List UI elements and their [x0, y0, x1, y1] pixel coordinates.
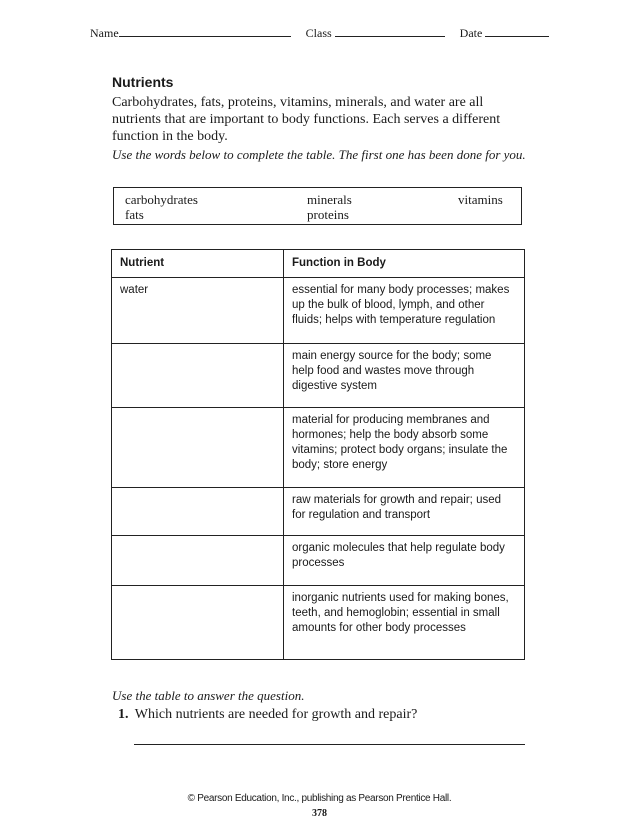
question-number: 1. [118, 707, 129, 722]
nutrient-answer-cell[interactable] [112, 344, 284, 408]
nutrients-table [111, 249, 525, 660]
function-cell: raw materials for growth and repair; used for regulation and transport [284, 488, 525, 536]
function-cell: material for producing membranes and hormones; help the body absorb some vitamins; protect body organs; insulate the body; store energy [284, 408, 525, 488]
name-label: Name [90, 26, 119, 40]
nutrient-answer-cell[interactable] [112, 586, 284, 660]
function-cell: organic molecules that help regulate body processes [284, 536, 525, 586]
table-row [112, 344, 525, 408]
class-label: Class [305, 26, 332, 40]
word-bank-item: proteins [307, 207, 349, 222]
table-instructions: Use the words below to complete the table. The first one has been done for you. [112, 147, 526, 162]
word-bank-item: vitamins [458, 192, 503, 207]
function-cell: main energy source for the body; some help food and wastes move through digestive system [284, 344, 525, 408]
intro-paragraph: Carbohydrates, fats, proteins, vitamins, minerals, and water are all nutrients that are important to body functions. Each serves a different function in the body. [112, 95, 501, 144]
function-cell: essential for many body processes; makes up the bulk of blood, lymph, and other fluids; helps with temperature regulation [284, 278, 525, 344]
question-instructions: Use the table to answer the question. [112, 688, 305, 703]
table-row [112, 408, 525, 488]
answer-line[interactable] [134, 744, 525, 745]
word-bank [113, 187, 522, 225]
copyright-notice: © Pearson Education, Inc., publishing as Pearson Prentice Hall. [187, 793, 452, 804]
section-title: Nutrients [112, 74, 174, 90]
name-blank[interactable] [119, 26, 291, 37]
table-row [112, 278, 525, 344]
nutrient-cell: water [112, 278, 284, 344]
nutrient-answer-cell[interactable] [112, 408, 284, 488]
nutrient-answer-cell[interactable] [112, 488, 284, 536]
nutrient-answer-cell[interactable] [112, 536, 284, 586]
function-column-header: Function in Body [284, 250, 525, 278]
question-1 [118, 707, 417, 723]
function-cell: inorganic nutrients used for making bones, teeth, and hemoglobin; essential in small amounts for other body processes [284, 586, 525, 660]
nutrient-column-header: Nutrient [112, 250, 284, 278]
date-label: Date [459, 26, 483, 40]
question-text: Which nutrients are needed for growth and repair? [134, 707, 418, 722]
word-bank-item: fats [125, 207, 144, 222]
date-blank[interactable] [485, 26, 549, 37]
table-row [112, 488, 525, 536]
table-header-row [112, 250, 525, 278]
worksheet-header [90, 26, 560, 41]
word-bank-item: minerals [307, 192, 352, 207]
table-row [112, 586, 525, 660]
class-blank[interactable] [335, 26, 445, 37]
table-row [112, 536, 525, 586]
word-bank-item: carbohydrates [125, 192, 198, 207]
page-number: 378 [312, 808, 327, 819]
